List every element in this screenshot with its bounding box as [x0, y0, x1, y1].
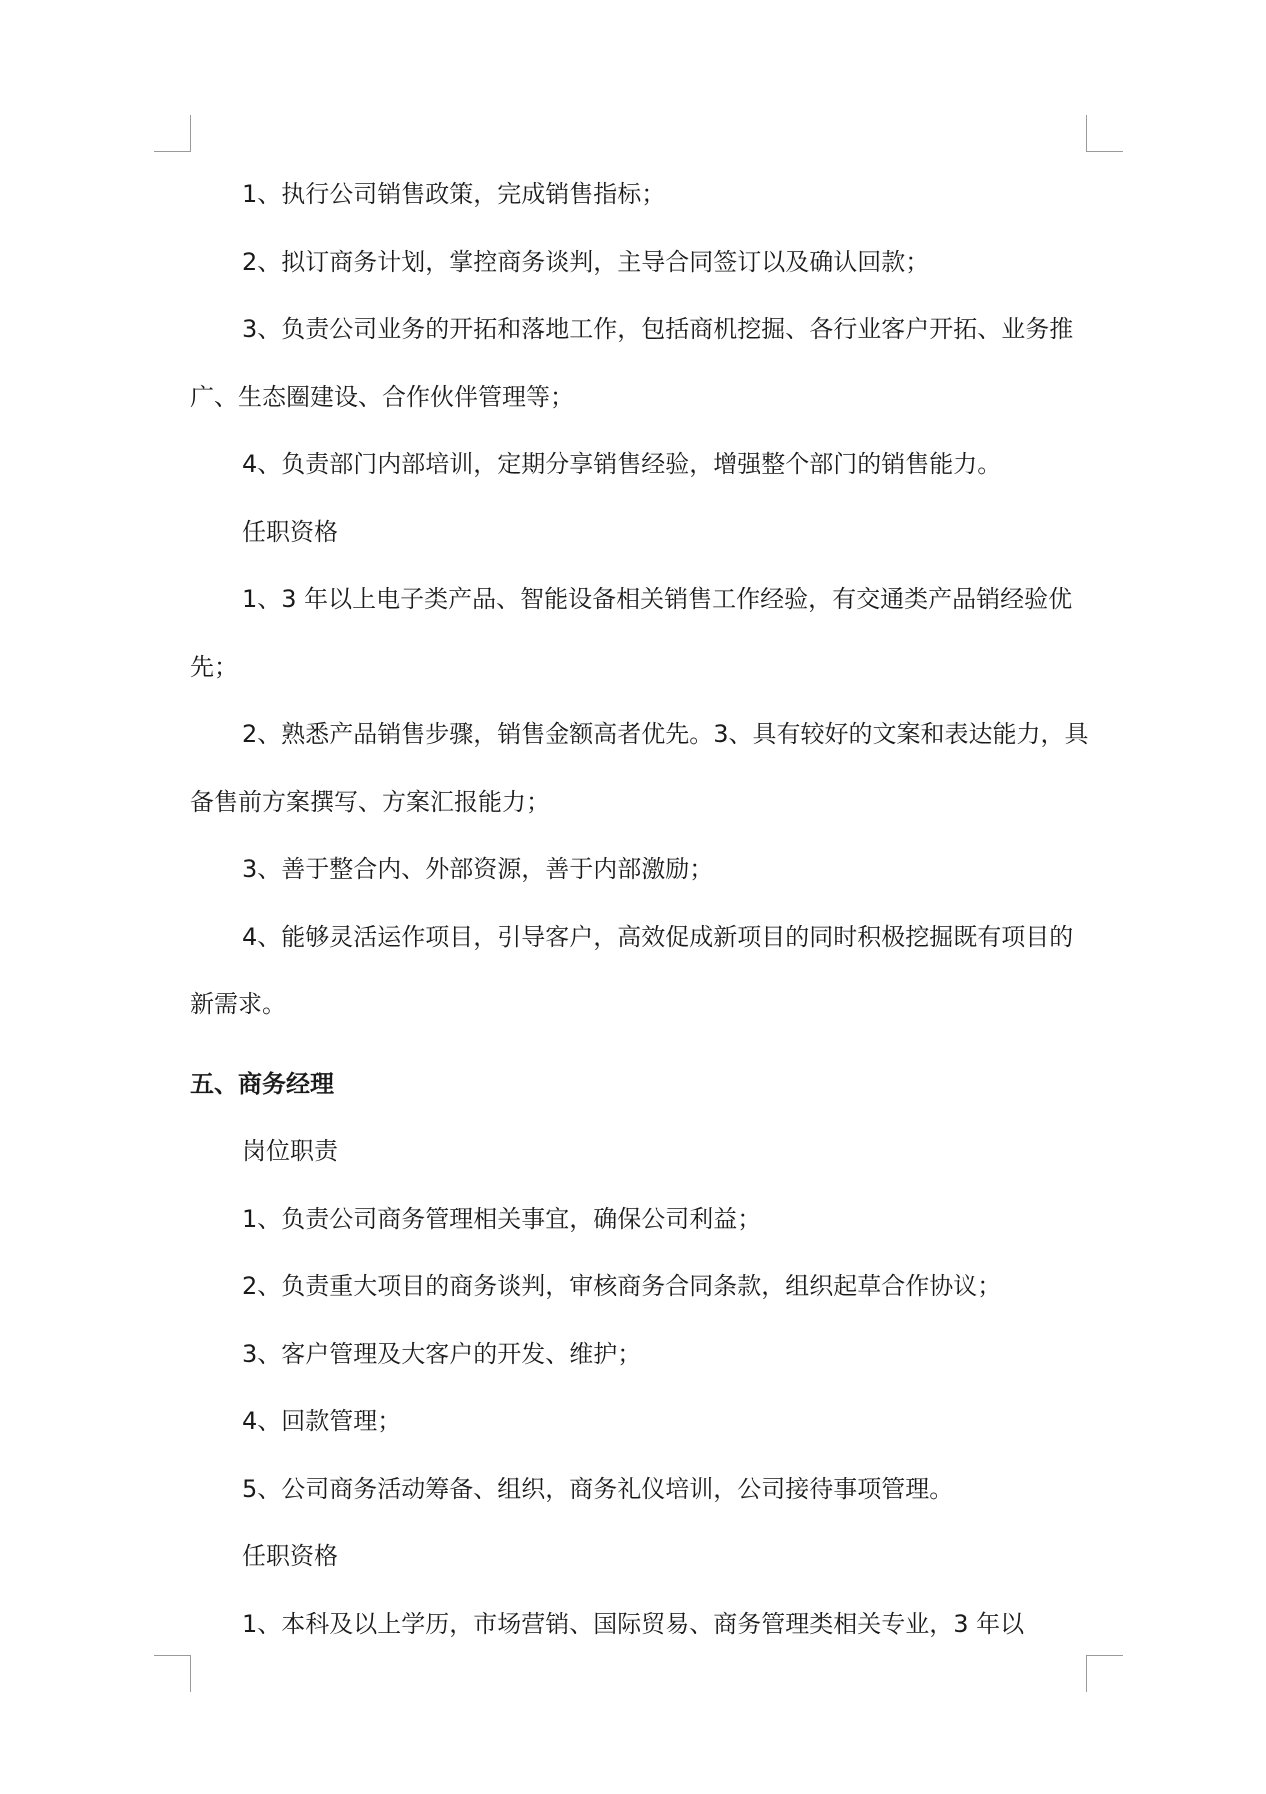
paragraph: 2、熟悉产品销售步骤，销售金额高者优先。3、具有较好的文案和表达能力，具备售前方案撰写、方案汇报能力；: [190, 720, 1089, 816]
paragraph: 2、负责重大项目的商务谈判，审核商务合同条款，组织起草合作协议；: [242, 1272, 1002, 1300]
subheading-qualifications: 任职资格: [242, 517, 338, 546]
page-corner-mark-bottom-right: [1086, 1655, 1123, 1692]
paragraph: 3、负责公司业务的开拓和落地工作，包括商机挖掘、各行业客户开拓、业务推广、生态圈建设、合作伙伴管理等；: [190, 315, 1074, 411]
section-heading: 五、商务经理: [190, 1069, 334, 1098]
paragraph: 1、执行公司销售政策，完成销售指标；: [242, 180, 666, 208]
paragraph: 1、负责公司商务管理相关事宜，确保公司利益；: [242, 1204, 762, 1233]
page-corner-mark-top-right: [1086, 115, 1123, 152]
subheading-qualifications: 任职资格: [242, 1542, 338, 1570]
paragraph: 5、公司商务活动筹备、组织，商务礼仪培训，公司接待事项管理。: [242, 1474, 954, 1503]
paragraph: 2、拟订商务计划，掌控商务谈判，主导合同签订以及确认回款；: [242, 247, 930, 276]
paragraph: 1、本科及以上学历，市场营销、国际贸易、商务管理类相关专业，3 年以: [242, 1609, 1025, 1638]
paragraph: 4、回款管理；: [242, 1407, 402, 1435]
subheading-responsibilities: 岗位职责: [242, 1137, 338, 1165]
paragraph: 1、3 年以上电子类产品、智能设备相关销售工作经验，有交通类产品销经验优先；: [190, 585, 1073, 681]
paragraph: 3、客户管理及大客户的开发、维护；: [242, 1339, 642, 1368]
document-body: [190, 161, 1090, 1658]
paragraph: 4、能够灵活运作项目，引导客户，高效促成新项目的同时积极挖掘既有项目的新需求。: [190, 922, 1074, 1018]
page-corner-mark-top-left: [154, 115, 191, 152]
page-corner-mark-bottom-left: [154, 1655, 191, 1692]
paragraph: 4、负责部门内部培训，定期分享销售经验，增强整个部门的销售能力。: [242, 450, 1002, 478]
paragraph: 3、善于整合内、外部资源，善于内部激励；: [242, 855, 714, 883]
